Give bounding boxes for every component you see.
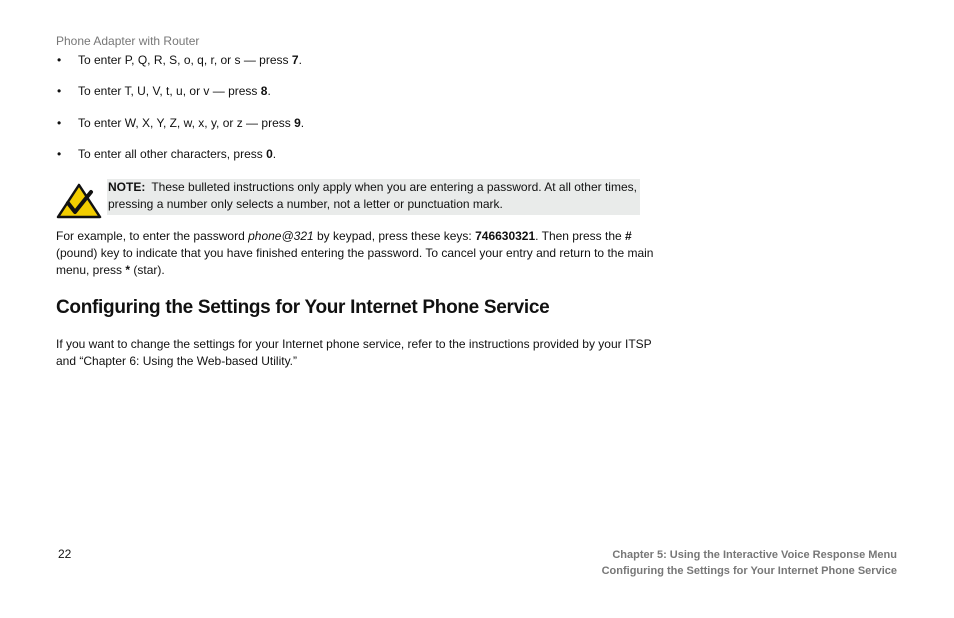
star-key: * — [125, 263, 131, 277]
keypad-instructions-list — [56, 52, 304, 177]
note-box — [107, 179, 640, 215]
bullet-marker: • — [57, 115, 62, 130]
list-item-end: . — [300, 115, 305, 130]
list-item — [56, 115, 304, 146]
paragraph-text: For example, to enter the password — [56, 229, 249, 243]
footer-section: Configuring the Settings for Your Internet Phone Service — [601, 565, 897, 577]
checkmark-warning-icon — [56, 183, 102, 219]
pound-key: # — [625, 229, 632, 243]
bullet-marker: • — [57, 53, 62, 67]
section-heading: Configuring the Settings for Your Internet Phone Service — [56, 297, 550, 318]
list-item-text: To enter P, Q, R, S, o, q, r, or s — press — [78, 53, 292, 67]
example-password: phone@321 — [248, 229, 314, 243]
list-item-text: To enter T, U, V, t, u, or v — press — [78, 84, 261, 99]
footer-chapter: Chapter 5: Using the Interactive Voice Response Menu — [612, 549, 897, 561]
key-number: 9 — [294, 115, 301, 130]
example-paragraph — [56, 228, 666, 279]
list-item-end: . — [272, 146, 277, 161]
list-item — [56, 146, 304, 177]
running-header: Phone Adapter with Router — [56, 34, 200, 48]
paragraph-text: (star). — [130, 263, 165, 277]
paragraph-text: by keypad, press these keys: — [313, 229, 476, 243]
key-number: 8 — [260, 84, 268, 99]
key-number: 7 — [291, 53, 299, 67]
list-item — [56, 52, 304, 83]
key-sequence: 746630321 — [475, 229, 536, 243]
list-item-end: . — [298, 53, 302, 67]
key-number: 0 — [266, 146, 273, 161]
list-item-text: To enter all other characters, press — [78, 146, 267, 161]
paragraph-text: . Then press the — [535, 229, 626, 243]
paragraph-text: (pound) key to indicate that you have finished entering the password. To cancel your entry and return to the main menu, press — [56, 246, 654, 277]
list-item-end: . — [267, 84, 271, 99]
list-item-text: To enter W, X, Y, Z, w, x, y, or z — press — [78, 115, 295, 130]
bullet-marker: • — [57, 84, 62, 99]
note-label: NOTE: — [108, 180, 146, 194]
list-item — [56, 83, 304, 114]
section-paragraph: If you want to change the settings for your Internet phone service, refer to the instructions provided by your ITSP and “Chapter 6: Using the Web-based Utility.” — [56, 337, 652, 368]
running-footer — [602, 547, 897, 579]
note-text: These bulleted instructions only apply when you are entering a password. At all other times, pressing a number only selects a number, not a letter or punctuation mark. — [108, 180, 637, 211]
bullet-marker: • — [57, 146, 62, 161]
page-number: 22 — [58, 547, 72, 561]
